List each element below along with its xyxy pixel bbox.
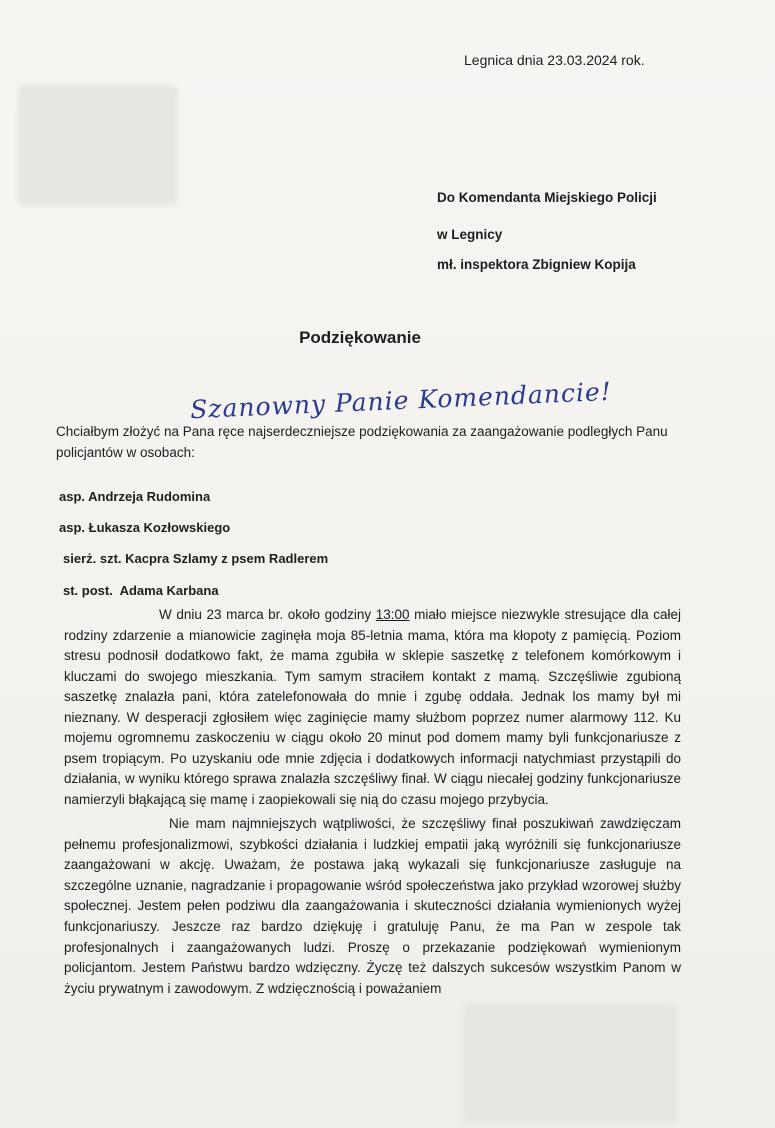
redacted-sender-block <box>18 85 178 205</box>
letter-title: Podziękowanie <box>299 328 421 347</box>
paragraph-3-text: Jeszcze raz bardzo dziękuję i gratuluję Panu, że ma Pan w zespole tak profesjonalnych i zaangażowanych ludzi. Proszę o przekazanie podziękowań wymienionym policjantom. Jestem Państwu bardzo wdzięczny. Życzę też dalszych sukcesów wszystkim Panom w życiu prywatnym i zawodowym. Z wdzięcznością i poważaniem <box>64 919 681 996</box>
addressee-line-3: mł. inspektora Zbigniew Kopija <box>437 257 636 272</box>
paragraph-2-text: Nie mam najmniejszych wątpliwości, że szczęśliwy finał poszukiwań zawdzięczam pełnemu profesjonalizmowi, szybkości działania i ludzkiej empatii jaką wyróżnili się funkcjonariusze zaangażowani w akcję. Uważam, że postawa jaką wykazali się funkcjonariusze zasługuje na szczególne uznanie, nagradzanie i propagowanie wśród społeczeństwa jako przykład wzorowej służby społecznej. Jestem pełen podziwu dla zaangażowania i skuteczności działania wymienionych wyżej funkcjonariuszy. <box>64 816 681 934</box>
officer-name: st. post. Adama Karbana <box>63 583 219 598</box>
paragraph-1-start: W dniu 23 marca br. około godziny <box>159 607 376 622</box>
intro-paragraph: Chciałbym złożyć na Pana ręce najserdeczniejsze podziękowania za zaangażowanie podległych Panu policjantów w osobach: <box>56 424 668 460</box>
addressee-line-1: Do Komendanta Miejskiego Policji <box>437 190 657 205</box>
paragraph-1-rest: miało miejsce niezwykle stresujące dla całej rodziny zdarzenie a mianowicie zaginęła moja 85-letnia mama, która ma kłopoty z pamięcią. Poziom stresu podnosił dodatkowo fakt, że mama zgubiła w sklepie saszetkę z telefonem komórkowym i kluczami do swojego mieszkania. Tym samym straciłem kontakt z mamą. Szczęśliwie zgubioną saszetkę znalazła pani, która zatelefonowała do mnie i zgubę oddała. Jednak los mamy był mi nieznany. W desperacji zgłosiłem więc zaginięcie mamy służbom poprzez numer alarmowy 112. Ku mojemu ogromnemu zaskoczeniu w ciągu około 20 minut pod domem mamy byli funkcjonariusze z psem tropiącym. Po uzyskaniu ode mnie zdjęcia i dodatkowych informacji natychmiast przystąpili do działania, w wyniku którego sprawa znalazła szczęśliwy finał. W ciągu niecałej godziny funkcjonariusze namierzyli błąkającą się mamę i zaopiekowali się nią do czasu mojego przybycia. <box>64 607 682 807</box>
body-paragraph-1 <box>64 605 681 810</box>
place-and-date: Legnica dnia 23.03.2024 rok. <box>464 52 645 68</box>
handwritten-greeting: Szanowny Panie Komendancie! <box>189 376 613 425</box>
officer-name: asp. Andrzeja Rudomina <box>59 489 211 504</box>
redacted-signature-block <box>462 1003 677 1123</box>
officer-name: asp. Łukasza Kozłowskiego <box>59 520 231 535</box>
addressee-line-2: w Legnicy <box>437 227 503 242</box>
officer-name: sierż. szt. Kacpra Szlamy z psem Radlerem <box>63 551 329 566</box>
body-paragraph-3 <box>64 917 681 999</box>
incident-time: 13:00 <box>375 607 410 622</box>
